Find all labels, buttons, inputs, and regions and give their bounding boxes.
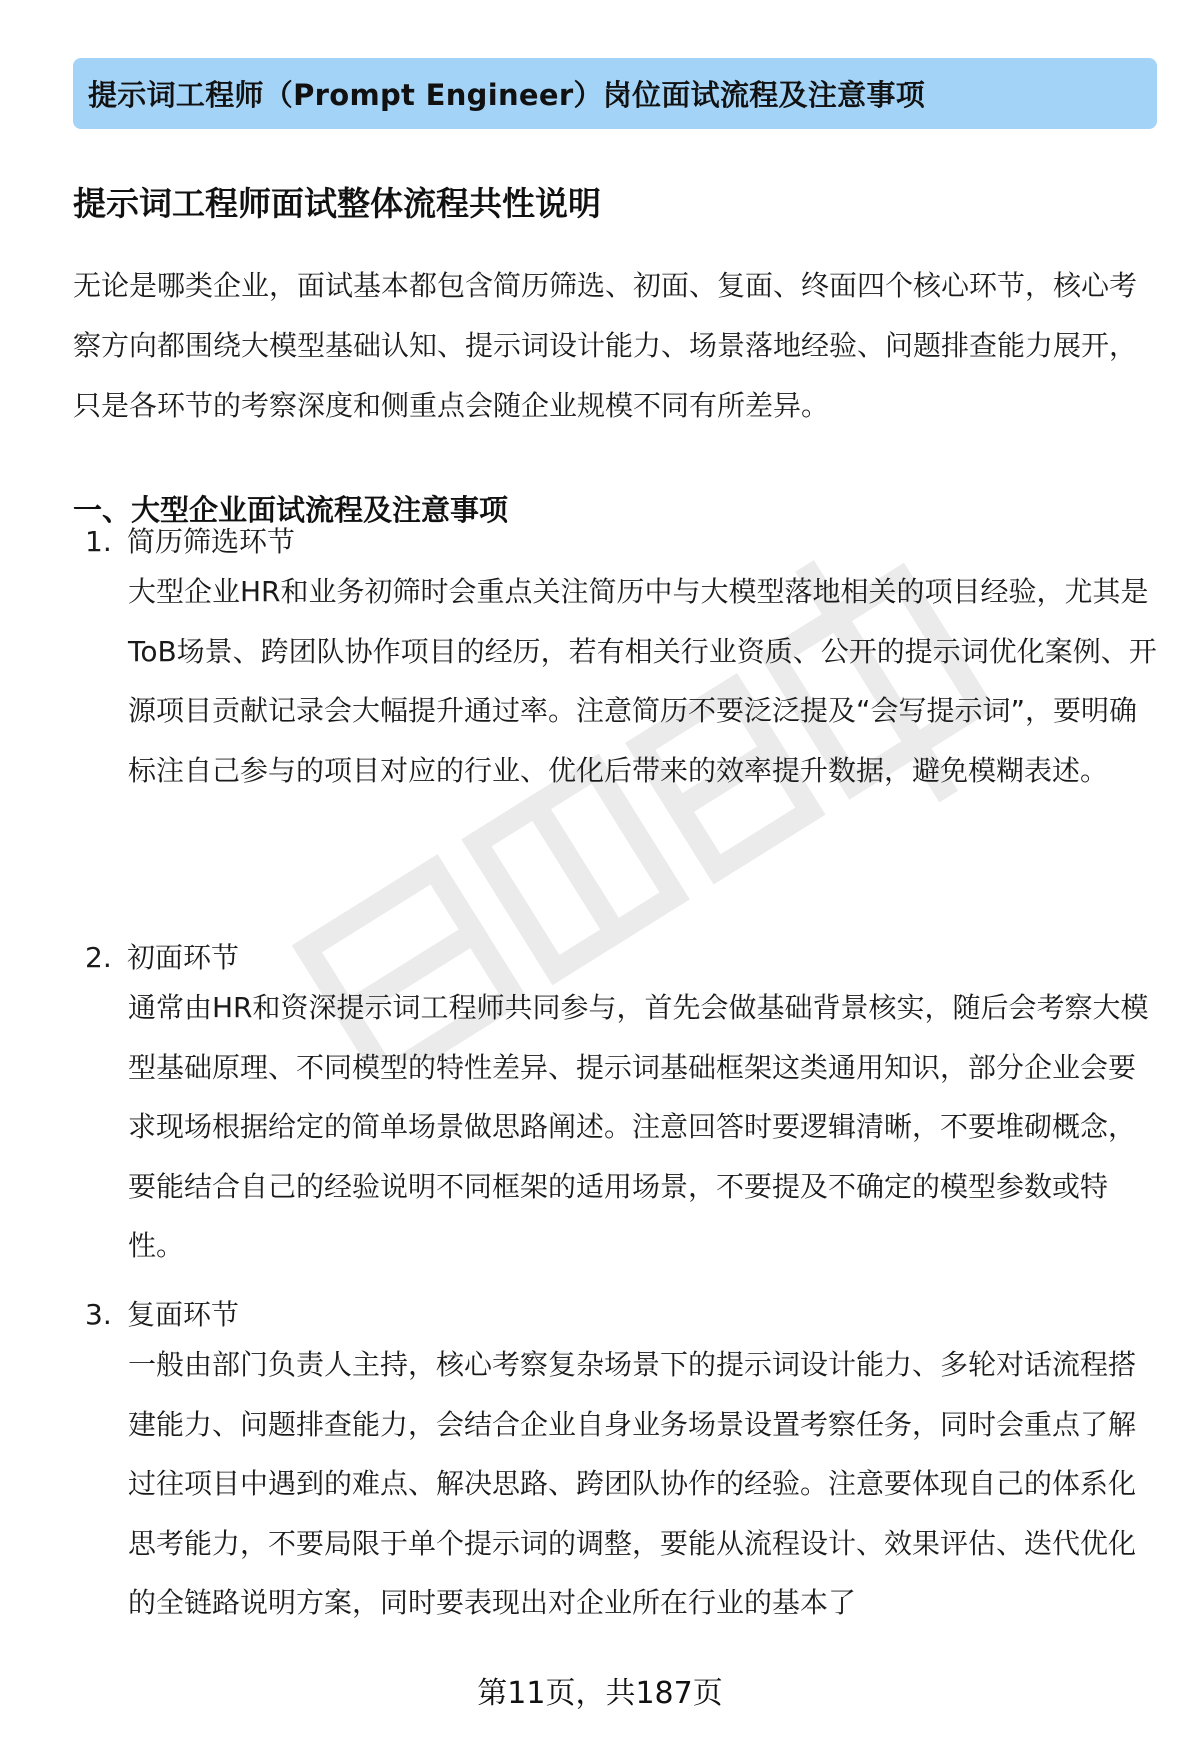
list-item-heading xyxy=(85,520,295,560)
list-item-title: 简历筛选环节 xyxy=(127,525,296,558)
list-item-body: 通常由HR和资深提示词工程师共同参与，首先会做基础背景核实，随后会考察大模型基础原理、不同模型的特性差异、提示词基础框架这类通用知识，部分企业会要求现场根据给定的简单场景做思路阐述。注意回答时要逻辑清晰，不要堆砌概念，要能结合自己的经验说明不同框架的适用场景，不要提及不确定的模型参数或特性。 xyxy=(128,991,1149,1262)
part-heading: 一、大型企业面试流程及注意事项 xyxy=(73,493,509,527)
list-item-number: 1. xyxy=(85,525,112,558)
document-title: 提示词工程师（Prompt Engineer）岗位面试流程及注意事项 xyxy=(88,78,926,112)
list-item-heading xyxy=(85,1293,239,1333)
list-item-title: 复面环节 xyxy=(127,1298,240,1331)
document-header-bar xyxy=(73,58,1157,129)
list-item-number: 3. xyxy=(85,1298,112,1331)
list-item-body: 大型企业HR和业务初筛时会重点关注简历中与大模型落地相关的项目经验，尤其是ToB场景、跨团队协作项目的经历，若有相关行业资质、公开的提示词优化案例、开源项目贡献记录会大幅提升通过率。注意简历不要泛泛提及“会写提示词”，要明确标注自己参与的项目对应的行业、优化后带来的效率提升数据，避免模糊表述。 xyxy=(128,575,1157,787)
intro-paragraph: 无论是哪类企业，面试基本都包含简历筛选、初面、复面、终面四个核心环节，核心考察方向都围绕大模型基础认知、提示词设计能力、场景落地经验、问题排查能力展开，只是各环节的考察深度和侧重点会随企业规模不同有所差异。 xyxy=(73,269,1138,422)
list-item-number: 2. xyxy=(85,941,112,974)
section-title: 提示词工程师面试整体流程共性说明 xyxy=(73,184,601,223)
list-item-body: 一般由部门负责人主持，核心考察复杂场景下的提示词设计能力、多轮对话流程搭建能力、问题排查能力，会结合企业自身业务场景设置考察任务，同时会重点了解过往项目中遇到的难点、解决思路、跨团队协作的经验。注意要体现自己的体系化思考能力，不要局限于单个提示词的调整，要能从流程设计、效果评估、迭代优化的全链路说明方案，同时要表现出对企业所在行业的基本了 xyxy=(128,1348,1137,1619)
page-number: 第11页，共187页 xyxy=(477,1676,723,1711)
list-item-title: 初面环节 xyxy=(127,941,240,974)
list-item-heading xyxy=(85,936,239,976)
